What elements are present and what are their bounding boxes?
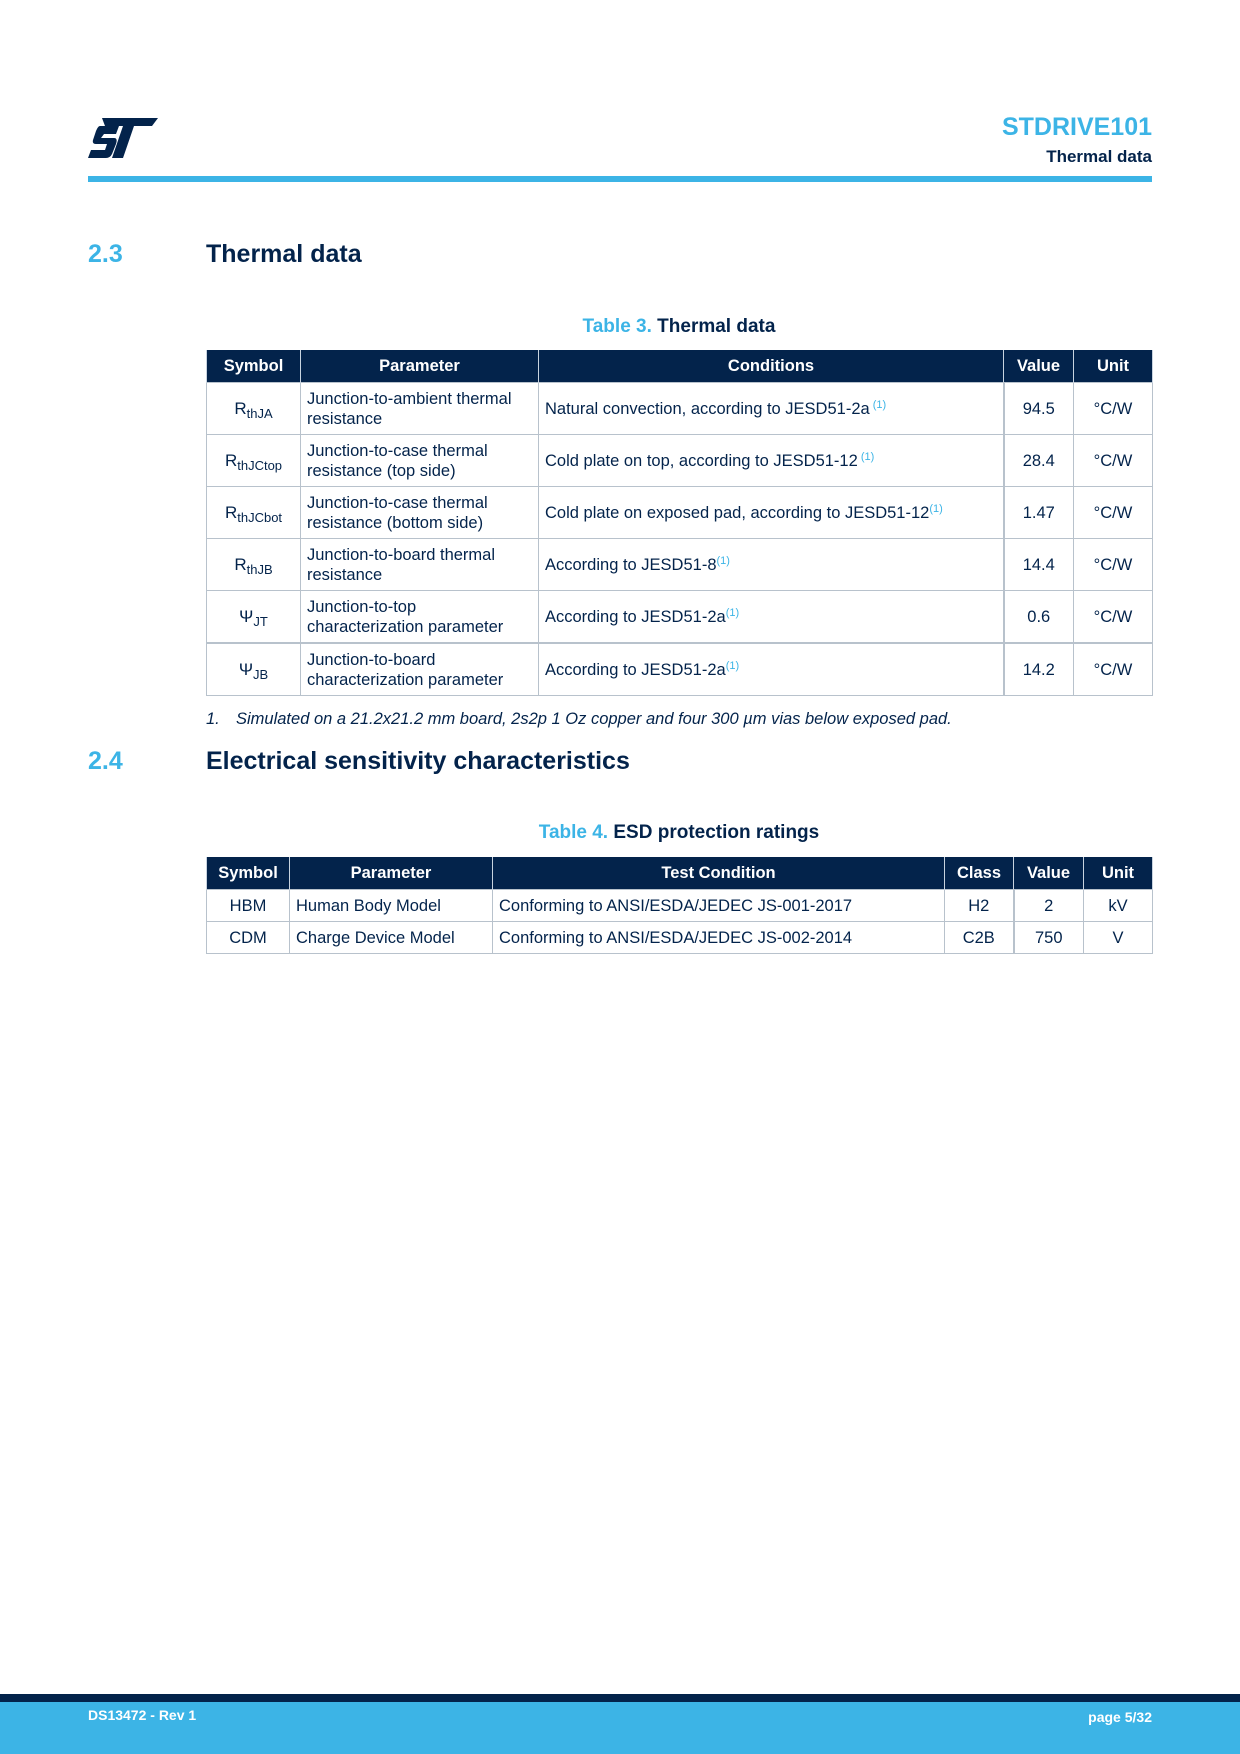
table-row [207, 539, 1153, 591]
symbol-cell: $\Psi_{JT}$ [207, 591, 301, 644]
parameter-cell: Junction-to-board thermal resistance [301, 539, 539, 591]
column-header: Symbol [207, 857, 290, 890]
column-header: Class [945, 857, 1014, 890]
value-cell: 28.4 [1004, 435, 1074, 487]
unit-cell: °C/W [1074, 539, 1153, 591]
unit-cell: V [1084, 922, 1153, 954]
section-title: Electrical sensitivity characteristics [206, 747, 630, 775]
footnote-ref[interactable]: (1) [869, 398, 887, 411]
parameter-cell: Charge Device Model [290, 922, 493, 954]
condition-cell: Conforming to ANSI/ESDA/JEDEC JS-001-2017 [493, 890, 945, 922]
value-cell: 2 [1014, 890, 1084, 922]
table-header-row [207, 857, 1153, 890]
class-cell: C2B [945, 922, 1014, 954]
symbol-cell: $R_{thJB}$ [207, 539, 301, 591]
parameter-cell: Junction-to-board characterization parameter [301, 643, 539, 696]
footnote-number: 1. [206, 710, 220, 728]
footnote-ref[interactable]: (1) [716, 554, 730, 567]
column-header: Value [1014, 857, 1084, 890]
table-row [207, 383, 1153, 435]
column-header: Parameter [301, 350, 539, 383]
conditions-cell: Cold plate on exposed pad, according to JESD51-12$^{(1)}$ [539, 487, 1004, 539]
parameter-cell: Junction-to-case thermal resistance (bottom side) [301, 487, 539, 539]
section-number: 2.3 [88, 240, 123, 268]
symbol-cell: HBM [207, 890, 290, 922]
unit-cell: °C/W [1074, 591, 1153, 644]
value-cell: 94.5 [1004, 383, 1074, 435]
product-title: STDRIVE101 [1001, 113, 1152, 141]
value-cell: 750 [1014, 922, 1084, 954]
table-row [207, 643, 1153, 696]
parameter-cell: Junction-to-top characterization parameter [301, 591, 539, 644]
conditions-cell: Natural convection, according to JESD51-2a $^{(1)}$ [539, 383, 1004, 435]
condition-cell: Conforming to ANSI/ESDA/JEDEC JS-002-2014 [493, 922, 945, 954]
page-number: page 5/32 [1088, 1709, 1152, 1725]
conditions-cell: According to JESD51-8$^{(1)}$ [539, 539, 1004, 591]
table-title: Thermal data [657, 316, 776, 337]
symbol-cell: $R_{thJCtop}$ [207, 435, 301, 487]
unit-cell: °C/W [1074, 643, 1153, 696]
column-header: Test Condition [493, 857, 945, 890]
table-row [207, 922, 1153, 954]
document-id: DS13472 - Rev 1 [88, 1707, 197, 1723]
table-row [207, 890, 1153, 922]
column-header: Unit [1084, 857, 1153, 890]
conditions-cell: According to JESD51-2a$^{(1)}$ [539, 643, 1004, 696]
table-row [207, 435, 1153, 487]
table-number: Table 4. [538, 822, 609, 843]
value-cell: 0.6 [1004, 591, 1074, 644]
class-cell: H2 [945, 890, 1014, 922]
footnote-ref[interactable]: (1) [857, 450, 875, 463]
section-title: Thermal data [206, 240, 362, 268]
footer-divider [0, 1694, 1240, 1702]
conditions-cell: According to JESD51-2a$^{(1)}$ [539, 591, 1004, 644]
table-caption [206, 822, 1152, 844]
unit-cell: °C/W [1074, 435, 1153, 487]
thermal-data-table [206, 350, 1153, 696]
parameter-cell: Junction-to-ambient thermal resistance [301, 383, 539, 435]
unit-cell: °C/W [1074, 383, 1153, 435]
symbol-cell: $R_{thJA}$ [207, 383, 301, 435]
unit-cell: °C/W [1074, 487, 1153, 539]
footnote-ref[interactable]: (1) [725, 659, 740, 672]
column-header: Conditions [539, 350, 1004, 383]
table-title: ESD protection ratings [613, 822, 820, 843]
section-number: 2.4 [88, 747, 123, 775]
unit-cell: kV [1084, 890, 1153, 922]
symbol-cell: $\Psi_{JB}$ [207, 643, 301, 696]
footnote-text: Simulated on a 21.2x21.2 mm board, 2s2p 1 Oz copper and four 300 µm vias below exposed pad. [236, 710, 952, 728]
parameter-cell: Junction-to-case thermal resistance (top side) [301, 435, 539, 487]
footnote-ref[interactable]: (1) [725, 606, 740, 619]
column-header: Value [1004, 350, 1074, 383]
column-header: Symbol [207, 350, 301, 383]
header-divider [88, 176, 1152, 182]
value-cell: 14.2 [1004, 643, 1074, 696]
conditions-cell: Cold plate on top, according to JESD51-12 $^{(1)}$ [539, 435, 1004, 487]
parameter-cell: Human Body Model [290, 890, 493, 922]
footnote-ref[interactable]: (1) [929, 502, 943, 515]
value-cell: 1.47 [1004, 487, 1074, 539]
table-footnote [206, 710, 952, 729]
st-logo [88, 118, 158, 158]
column-header: Parameter [290, 857, 493, 890]
esd-ratings-table [206, 857, 1153, 954]
table-row [207, 487, 1153, 539]
table-row [207, 591, 1153, 644]
symbol-cell: CDM [207, 922, 290, 954]
table-caption [206, 316, 1152, 338]
column-header: Unit [1074, 350, 1153, 383]
symbol-cell: $R_{thJCbot}$ [207, 487, 301, 539]
table-number: Table 3. [582, 316, 652, 337]
header-section-title: Thermal data [1046, 147, 1152, 166]
table-header-row [207, 350, 1153, 383]
value-cell: 14.4 [1004, 539, 1074, 591]
